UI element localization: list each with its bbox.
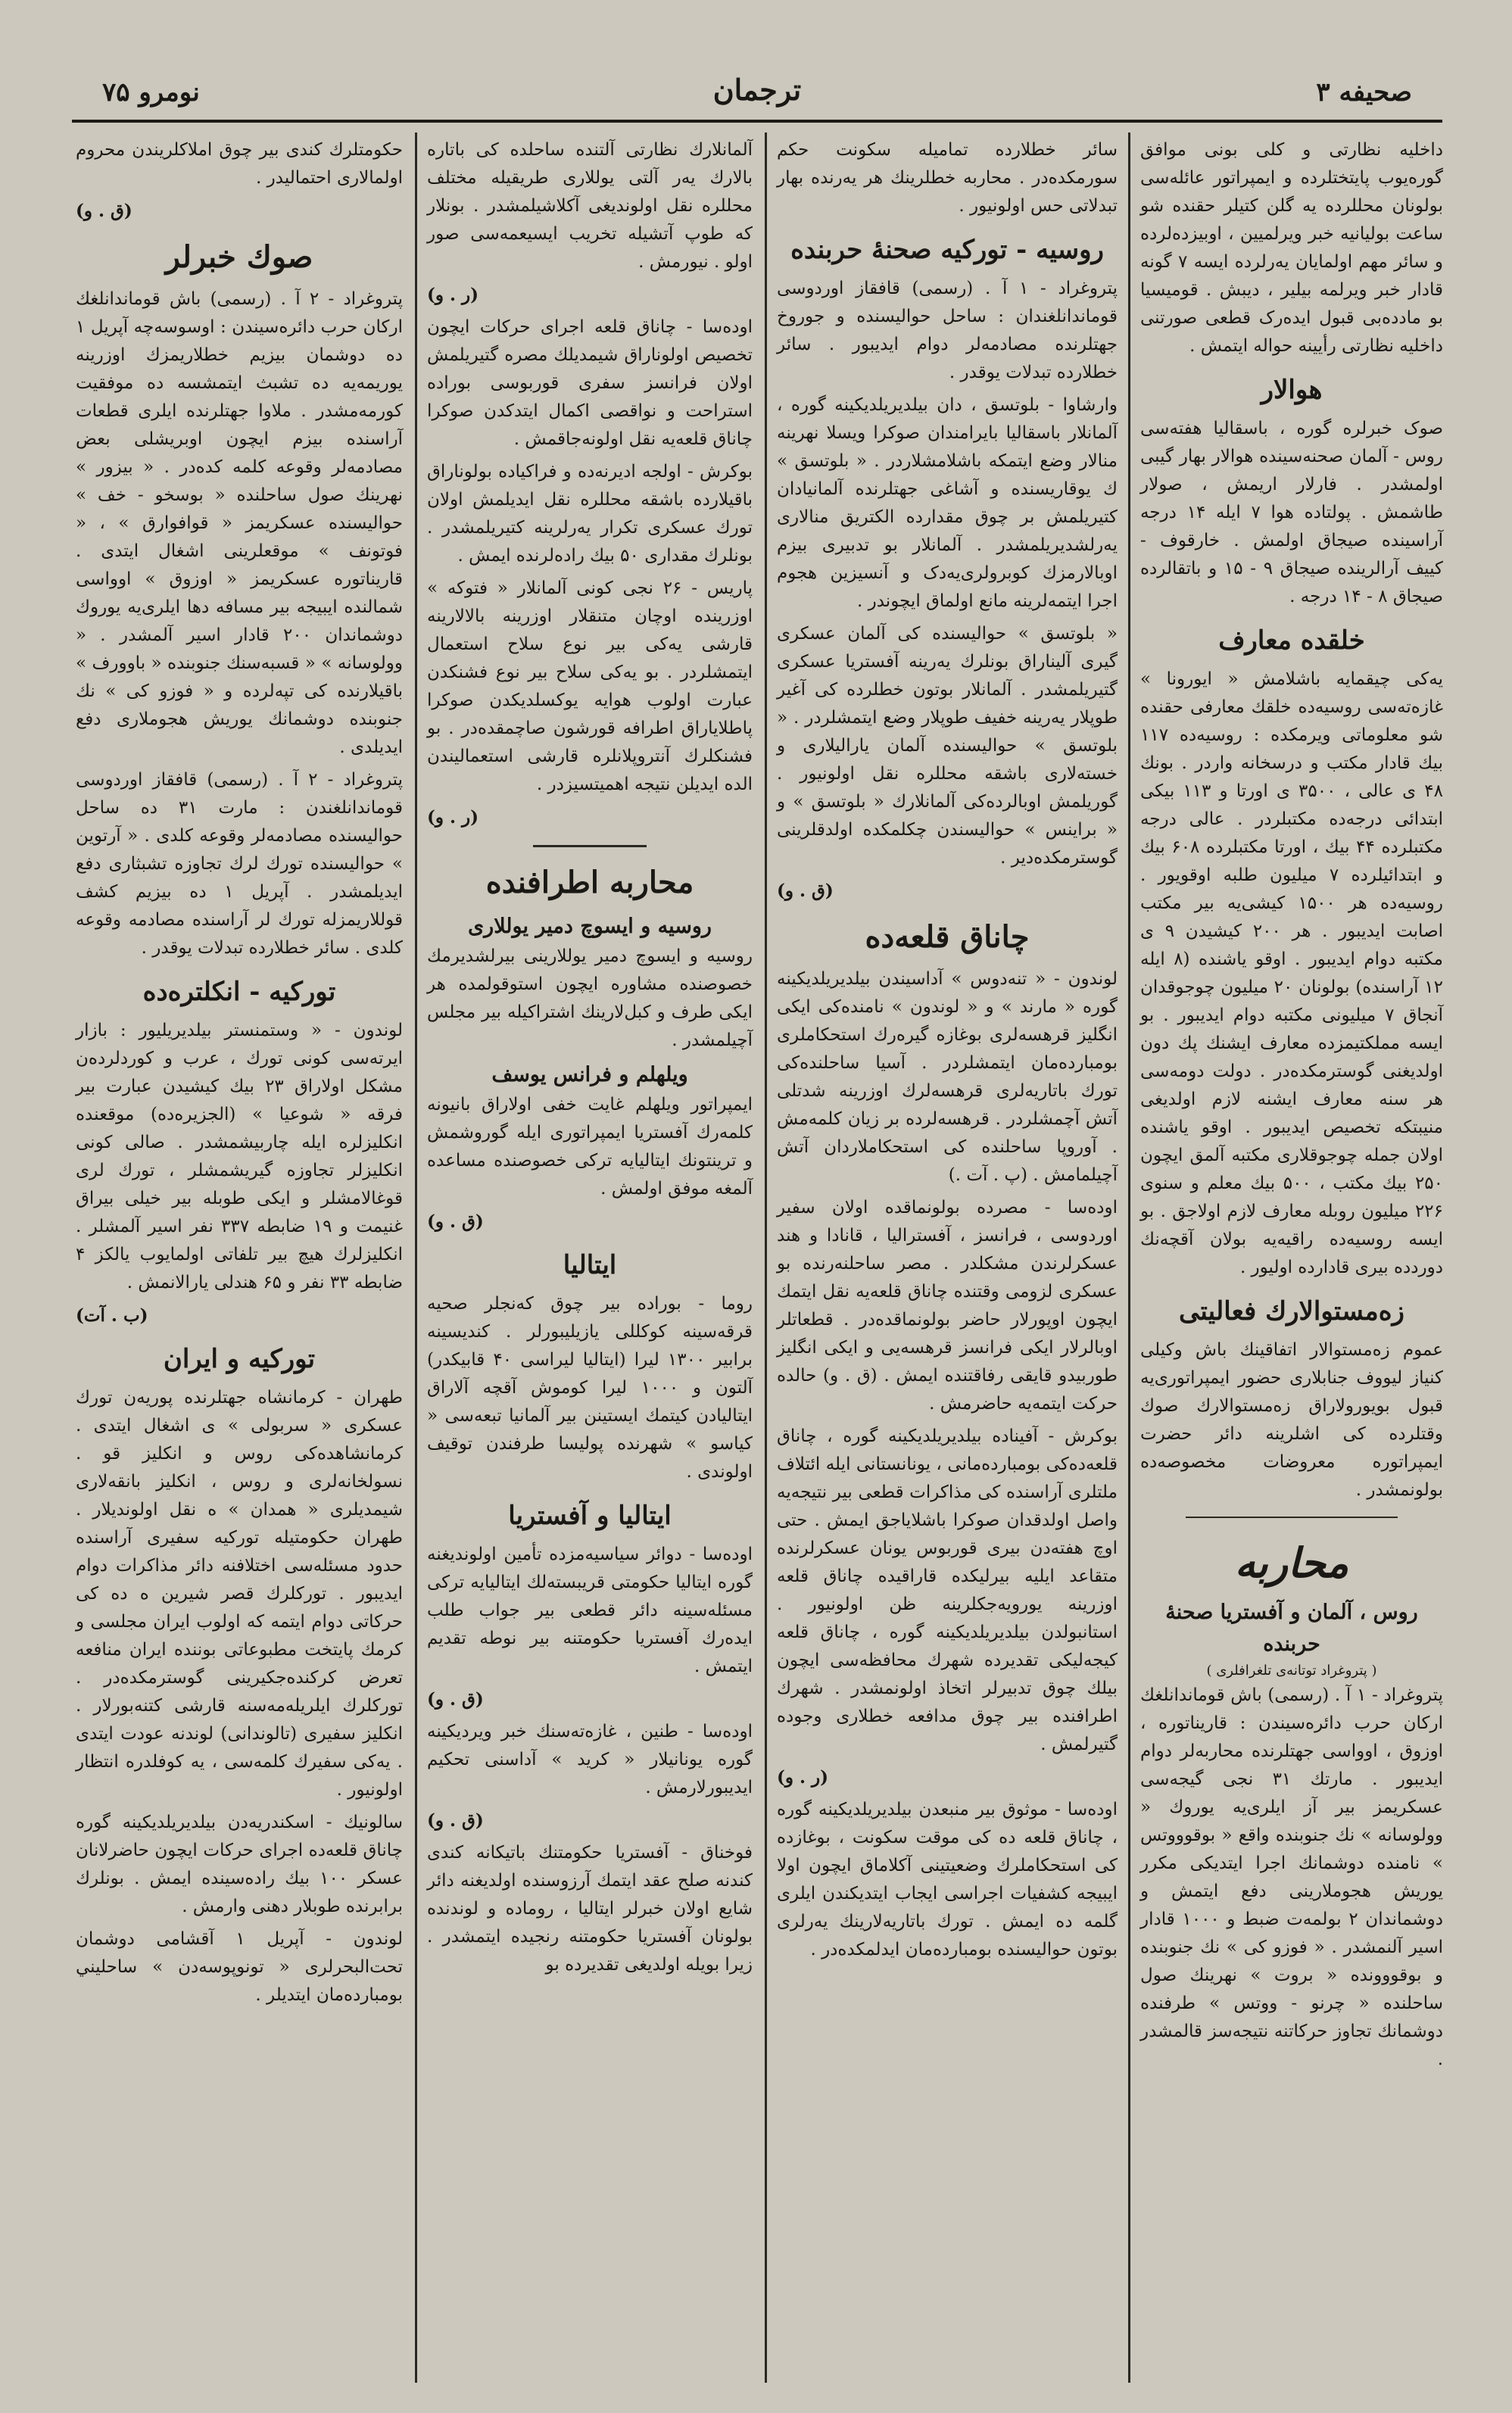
subheading-rail: روسیه و ایسوچ دمیر یوللاری (468, 915, 712, 938)
article-odessa-2: اوده‌سا - موثوق بیر منبعدن بیلدیریلدیکینه گوره ، چاناق قلعه ده کی موقت سکونت ، بوغازده کی استحکاملرك وضعیتینی آکلاماق ایچون اولا ایبیجه کشفیات اجراسی ایجاب ایتدیکندن ایلری گلمه ده ایمش . تورك باتاریه‌لارینك یه‌رلری بوتون حوالیسنده بومبارده‌مان ایدلمکده‌در . (777, 1800, 1118, 1959)
article-odessa-2: اوده‌سا - دوائر سیاسیه‌مزده تأمین اولوندیغنه گوره ایتالیا حکومتی قریبسته‌لك ایتالیایه ترکی مسئله‌سینه دائر قطعی بیر جواب طلب ایده‌رك آفستریا حکومتنه بیر نوطه تقدیم ایتمش . (427, 1545, 753, 1676)
article-war: پتروغراد - ۱ آ . (رسمی) باش قوماندانلغك ارکان حرب دائره‌سیندن : قاریناتوره ، اوزوق ، اوواسی جهتلرنده محاربه‌لر دوام ایدیبور . مارتك ۳۱ نجی گیجه‌سی عسکریمز بیر آز ایلری‌یه یوروك « وولوسانه » نك جنوبنده واقع « بوقوووتس » نامنده دوشمانك اجرا ایتدیکی مکرر یوریش هجوملارینی دفع ایتمش و دوشماندان ۲ بولمه‌ت ضبط و ۱۰۰۰ قادار اسیر آلنمشدر . « فوزو کی » نك جنوبنده و بوقووونده « بروت » نهرینك صول ساحلنده « چرنو - ووتس » طرفنده دوشمانك تجاوز حرکاتنه نتیجه‌سز قالمشدر . (1140, 1685, 1443, 2069)
heading-periphery: محاربه اطرافنده (485, 865, 694, 900)
article-odessa: اوده‌سا - مصرده بولونماقده اولان سفیر اوردوسی ، فرانسز ، آفستراليا ، قانادا و هند عسکرلرندن مشکلدر . مصر ساحلنه‌رنده بو عسکری لزومی وقتنده چاناق قلعه‌یه نقل ایتمك ایچون اوپورلار حاضر بولونماقده‌در . قطعاتلر اوبالرلار ایکی فرانسز قرهسه‌یی و ایکی انگلیز طوربیدو قایقی رفاقتنده ایمش . (ق . و) حالده حرکت ایتمه‌یه حاضرمش . (777, 1198, 1118, 1414)
article-rome: روما - بوراده بیر چوق که‌نجلر صحیه قرقه‌سینه کوکللی یازیلیبورلر . کندیسینه برابیر ۱۳۰۰ لیرا (ایتالیا لیراسی ۴۰ قابیکدر) آلتون و ۱۰۰۰ لیرا کوموش آقچه آلاراق ایتالیادن کیتمك ایستینن بیر آلمانیا تبعه‌سی « کیاسو » شهرنده پولیسا طرفندن توقیف اولوندی . (427, 1294, 753, 1482)
heading-latest-news: صوك خبرلر (165, 239, 313, 275)
article-bukresh: بوکرش - اولجه ادیرنه‌ده و فراکیاده بولوناراق باقیلارده باشقه محللره نقل ایدیلمش اولان تورك عسکری تکرار یه‌رلرینه کتیریلمشدر . بونلرك مقداری ۵۰ بیك راده‌لرنده ایمش . (427, 462, 753, 566)
article-fukhnaq: فوخناق - آفستریا حکومتنك باتیکانه کندی کندنه صلح عقد ایتمك آرزوسنده اولدیغنه دائر شایع اولان خبرلر ایتالیا ، روماده و لوندنده بولونان آفستریا حکومتنه رنجیده ایتمشدر . زیرا بویله اولدیغی تقدیرده بو (427, 1843, 753, 1975)
article-rail: روسیه و ایسوچ دمیر یوللارینی بیرلشدیرمك خصوصنده مشاوره ایچون استوقولمده هر ایکی طرف و کبل‌لارینك اشتراکیله بیر مجلس آچیلمشدر . (427, 946, 753, 1050)
heading-war: محاربه (1234, 1539, 1349, 1587)
column-rule (415, 132, 417, 2383)
article-education: یه‌کی چیقمایه باشلامش « ایورونا » غازه‌ته‌سی روسیه‌ده خلقك معارفی حقنده شو معلوماتی ویرمکده : روسیه‌ده ۱۱۷ بیك قادار مکتب و درسخانه واردر . بونك ۴۸ ی عالی ، ۳۵۰۰ ی اورتا و ۱۱۳ بیکی ابتدائی درجه‌ده مکتبلردر . عالی درجه مکتبلرده ۴۴ بیك ، اورتا مکتبلرده ۶۰۸ بیك و ابتدائیلرده ۷ میلیون طلبه اوقویور . روسیه‌ده هر ۱۵۰۰ کیشی‌یه بیر مکتب اصابت ایدیبور . هر ۲۰۰ کیشیدن ۹ ی مکتبه دوام ایدیبور . اوقو یاشنده (۸ ایله ۱۲ آراسنده) بولونان ۲۰ میلیون چوجوقدان آنجاق ۷ میلیونی مکتبه دوام ایدیبور . بو ایسه مملکتیمزده معارف ایشنك پك دون اولدیغنی گوسترمکده‌در . دولت دومه‌سی هر سنه معارف ایشنه لازم اولدیغی منیبتکه تخصیص ایدیبور . اوقو یاشنده اولان جمله چوجوقلاری مکتبه آلمق ایچون ۲۵۰ بیك مکتب ، ۵۰۰ بیك معلم و سنوی ۲۲۶ میلیون روبله معارف لازم اولاجق . بو ایسه روسیه‌ده راقیه‌یه بولان آقچه‌نك دوردده بیری قادارده اولیور . (1140, 669, 1443, 1277)
article-turkey-england: لوندون - « وستمنستر بیلدیریلیور : بازار ایرته‌سی کونی تورك ، عرب و کوردلرده‌ن مشکل اولاراق ۲۳ بیك کیشیدن عبارت بیر فرقه « شوعیا » (الجزیره‌ده) موقعنده انکلیزلره ایله چاربیشمشدر . صالی کونی انکلیزلر تجاوزه گیریشمشلر ، تورك لری قوغالامشلر و ایکی طوبله بیر خیلی بیراق غنیمت و ۱۹ ضابطه ۳۳۷ نفر اسیر آلمشلر . انکلیزلرك هیچ بیر تلفاتی اولمایوب یالکز ۴ ضابطه ۳۳ نفر و ۶۵ هندلی یارالانمش . (76, 1021, 403, 1292)
article-intro: داخلیه نظارتی و کلی بونی موافق گوره‌یوب پایتختلرده و ایمپراتور عائله‌سی بولونان محللرده یه گلن کتیلر حقنده شو ساعت بولیانیه خبر ویرلمیین ، اوبیزده‌لرده و سائر مهم اولمایان یه‌رلرده ایسه ۷ گونه قادار خبر ویرلمه بیلیر ، دیبش . قومیسیا بو مادده‌بی قبول ایده‌رک قطعی صورتنی داخلیه نظارتی رأیینه حواله ایتمش . (1140, 140, 1444, 356)
heading-italy-austria: ایتالیا و آفستریا (508, 1501, 672, 1531)
article-top: سائر خطلارده تمامیله سکونت حکم سورمکده‌در . محاربه خطلرینك هر یه‌رنده بهار تبدلاتی حس اولونیور . (777, 140, 1118, 216)
column-3 (419, 136, 760, 2383)
article-top: آلمانلارك نظارتی آلتنده ساحلده کی باتاره بالارك یه‌ر آلتی یوللاری طریقیله مختلف محللره نقل اولوندیغی آکلاشیلمشدر . بونلار که طوپ آتشیله تخریب ایسیعمه‌سی صور اولو . نیورمش . (427, 140, 753, 272)
divider (1186, 1517, 1398, 1518)
article-odessa: اوده‌سا - چاناق قلعه اجرای حرکات ایچون تخصیص اولوناراق شیمدیلك مصره گتیریلمش اولان فرانسز سفری قوربوسی بوراده استراحت و نواقصی اکمال ایتدکدن صوکرا چاناق قلعه‌یه نقل اولونه‌جاقمش . (427, 317, 753, 449)
column-1 (1133, 136, 1451, 2383)
heading-weather: هوالار (1261, 375, 1323, 405)
signature: (ب . آت) (76, 1305, 148, 1326)
column-2 (769, 136, 1125, 2383)
article-paris: پاریس - ۲۶ نجی کونی آلمانلار « فتوکه » اوزرینده اوچان متنقلار اوزرینه بالالارینه قارشی یه‌کی بیر نوع سلاح استعمال ایتمشلردر . بو یه‌کی سلاح بیر نوع فشنکدن عبارت اولوب هوایه یوکسلدیکدن صوکرا پاطلایاراق اطرافه قورشون صاچمقده‌در . بو فشنکلرك آنتروپلانلره قارشی استعمالیندن الده ایدیلن نتیجه اهمیتسیزدر . (427, 578, 753, 794)
paper-title: ترجمان (712, 73, 802, 107)
column-rule (1128, 132, 1130, 2383)
article-front: پتروغراد - ۱ آ . (رسمی) قافقاز اوردوسی قوماندانلغندان : ساحل حوالیسنده و جوروخ جهتلرنده مصادمه‌لر دوام ایدیبور . سائر خطلارده تبدلات یوقدر . (777, 279, 1118, 382)
article-wilhelm: ایمپراتور ویلهلم غایت خفی اولاراق بانیونه کلمه‌رك آفستریا ایمپراتوری ایله گوروشمش و ترینتونك ایتالیایه ترکی خصوصنده مساعده آلمغه موفق اولمش . (427, 1095, 753, 1199)
article-plotsk: « بلوتسق » حوالیسنده کی آلمان عسکری گیری آلیناراق بونلرك یه‌رینه آفستریا عسکری گتیریلمشدر . آلمانلار بوتون خطلرده کی آغیر طوپلار یه‌رینه خفیف طوپلار وضع ایتمشلردر . « بلوتسق » حوالیسنده آلمان یارالیلاری و خسته‌لاری باشقه محللره نقل اولونیور . گوریلمش اوبالرده‌کی آلمانلارك « بلوتسق » و « براینس » حوالیسندن چکلمکده اولدقلرینی گوسترمکده‌دیر . (777, 624, 1118, 868)
article-warsaw: وارشاوا - بلوتسق ، دان بیلدیریلدیکینه گوره ، آلمانلار باسقالیا بایرامندان صوکرا ویسلا نهرینه منالار وضع ایتمکه باشلامشلاردر . « بلوتسق » ك یوقاریسنده و آشاغی جهتلرنده آلمانیادان کتیریلمش بر چوق مقدارده الکتریق منالاری یه‌رلشدیریلمشدر . آلمانلار بو تدبیری بیزم اوبالارمزك کوبرولری‌یه‌دک و آنسیزین هجوم اجرا ایتمه‌لرینه مانع اولماق ایچوندر . (777, 395, 1118, 611)
signature: (ق . و) (76, 201, 132, 221)
masthead (72, 67, 1442, 123)
column-rule (765, 132, 767, 2383)
page-number: صحیفه ۳ (1316, 77, 1412, 108)
article-london: لوندون - « تنه‌دوس » آداسیندن بیلدیریلدیکینه گوره « مارند » و « لوندون » نامنده‌کی ایکی انگلیز قرهسه‌لری بوغازه گیره‌رك استحکاملری بومبارده‌مان ایتمشلردر . آسیا ساحلنده‌کی تورك باتاریه‌لری قرهسه‌لرك اوزرینه شدتلی آتش آچمشلردر . قرهسه‌لرده بر زیان کلمه‌مش . آوروپا ساحلنده کی استحکاملاردان آتش آچیلمامش . (پ . آت .) (777, 969, 1118, 1185)
source-line: ( پتروغراد توتانه‌ی تلغرافلری ) (1206, 1663, 1377, 1679)
signature: (ر . و) (777, 1767, 829, 1788)
signature: (ر . و) (427, 285, 479, 305)
heading-canakkale: چاناق قلعه‌ده (865, 919, 1030, 955)
divider (533, 845, 647, 847)
heading-education: خلقده معارف (1218, 625, 1365, 656)
article-zemstvo: عموم زه‌مستوالار اتفاقینك باش وکیلی کنیاز لیووف جنابلاری حضور ایمپراتوری‌یه قبول بویورولاراق زه‌مستوالارك صوك وقتلرده کی اشلرینه دائر حضرت ایمپراتوره معروضات مخصوصه‌ده بولونمشدر . (1140, 1340, 1443, 1500)
signature: (ر . و) (427, 807, 479, 828)
subheading-wilhelm: ویلهلم و فرانس یوسف (491, 1063, 688, 1086)
heading-zemstvo: زه‌مستوالارك فعالیتی (1179, 1296, 1404, 1327)
signature: (ق . و) (427, 1689, 484, 1710)
article-tehran: طهران - کرمانشاه جهتلرنده پوریه‌ن تورك عسکری « سربولی » ی اشغال ایتدی . کرمانشاهده‌کی روس و انکلیز قو . نسولخانه‌لری و روس ، انکلیز بانقه‌لاری شیمدیلری « همدان » ه نقل اولوندیلار . طهران حکومتیله تورکیه سفیری آراسنده حدود مسئله‌سی اختلافنه دائر مذاکرات دوام ایدیبور . تورکلرك قصر شیرین ه ده کی حرکاتی دوام ایتمه که اولوب ایران مجلسی و کرمك پایتخت مطبوعاتی بوننده ایران منافعه تعرض کرکنده‌جکیرینی گوسترمکده‌در . تورکلرك ایلریله‌مه‌سنه قارشی کتنه‌بورلار . انکلیز سفیری (تالوندانی) لوندنه عودت ایتدی . یه‌کی سفیرك کلمه‌سی ، یه کوفلدره انتظار اولونیور . (76, 1388, 403, 1800)
heading-italy: ایتالیا (563, 1250, 617, 1280)
signature: (ق . و) (427, 1810, 484, 1831)
heading-turkey-england: تورکیه - انکلتره‌ده (142, 977, 336, 1007)
article-petrograd-2: پتروغراد - ۲ آ . (رسمی) قافقاز اوردوسی قوماندانلغندن : مارت ۳۱ ده ساحل حوالیسنده مصادمه‌لر وقوعه کلدی . « آرتوین » حوالیسنده تورك لرك تجاوزه تشبثاری دفع ایدیلمشدر . آپریل ۱ ده بیزیم کشف قوللاریمزله تورك لر آراسنده مصادمه وقوعه کلدی . سائر خطلارده تبدلات یوقدر . (76, 770, 403, 958)
signature: (ق . و) (777, 881, 834, 901)
issue-number: نومرو ۷۵ (102, 77, 200, 108)
heading-front: روسیه - تورکیه صحنهٔ حربنده (790, 235, 1104, 265)
article-salonik: سالونیك - اسکندریه‌دن بیلدیریلدیکینه گوره چاناق قلعه‌ده اجرای حرکات ایچون حاضرلانان عسکر ۱۰۰ بیك راده‌سینده ایمش . بونلرك برابرنده طوبلار دهنی وارمش . (76, 1813, 403, 1916)
article-weather: صوک خبرلره گوره ، باسقالیا هفته‌سی روس - آلمان صحنه‌سینده هوالار بهار گیبی اولمشدر . فارلار اریمش ، صولار طاشمش . پولتاده هوا ۷ ایله ۱۴ درجه آراسینده صیجاق اولمش . خارقوف - کییف آرالرینده صیجاق ۹ - ۱۵ و باتقالرده صیجاق ۸ - ۱۴ درجه . (1140, 419, 1443, 606)
article-london-2: لوندون - آپریل ۱ آقشامی دوشمان تحت‌البحرلری « تونوپوسه‌دن » ساحلیني بومبارده‌مان ایتدیلر . (76, 1929, 404, 2005)
signature: (ق . و) (427, 1211, 484, 1232)
column-4 (68, 136, 410, 2383)
article-top: حکومتلرك کندی بیر چوق املاکلریندن محروم اولمالاری احتمالیدر . (76, 140, 403, 188)
heading-turkey-iran: تورکیه و ایران (163, 1344, 316, 1374)
subheading-front: روس ، آلمان و آفستریا صحنهٔ حربنده (1165, 1601, 1418, 1656)
article-bukresh: بوکرش - آفیناده بیلدیریلدیکینه گوره ، چاناق قلعه‌ده‌کی بومبارده‌مانی ، یونانستانی ایله ائتلاف ملتلری آراسنده کی مذاکرات قطعی بیر نتیجه‌یه واصل اولدقدان صوکرا باشلایاجق ایمش . حتی اوچ هفته‌دن بیری قوربوس یونان عسکرلرنده متقاعد ایلیه بیرلیکده قاراقیده چاناق قلعه اوزرینه یورویه‌جکلرینه ظن اولونیور . استانبولدن بیلدیریلدیکینه گوره ، چاناق قلعه کیجه‌لیکی تقدیرده شهرك محافظه‌سی ایچون بیلك چوق تدبیرلر اتخاذ اولونمشدر . شهرك اطرافنده بیر چوق مدافعه خطلاری وجوده گتیرلمش . (777, 1426, 1118, 1754)
article-petrograd-1: پتروغراد - ۲ آ . (رسمی) باش قوماندانلغك ارکان حرب دائره‌سیندن : اوسوسه‌چه آپریل ۱ ده دوشمان بیزیم خطلاریمزك اوزرینه یوریمه‌یه ده تشبث ایتمشسه ده موفقیت کورمه‌مشدر . ملاوا جهتلرنده ایلری قطعات آراسنده بیزم ایچون اوبریشلی بعض مصادمه‌لر وقوعه کلمه کده‌در . « بیزور » نهرینك صول ساحلنده « بوسخو - خف » حوالیسنده عسکریمز « قوافوارق » ، « فوتونف » موقعلرینی اشغال ایتدی . قاریناتوره عسکریمز « اوزوق » اوواسی شمالنده ایبیجه بیر مسافه دها ایلری‌یه یوروك دوشماندان ۲۰۰ قادار اسیر آلمشدر . « وولوسانه » « قسبه‌سنك جنوبنده « باوورف » باقیلارنده کی تپه‌لرده و « فوزو کی » نك جنوبنده دوشمانك یوریش هجوملاری دفع ایدیلدی . (76, 289, 403, 757)
article-odessa-3: اوده‌سا - طنین ، غازه‌ته‌سنك خبر ویردیکینه گوره یونانیلار « کرید » آداسنی تحکیم ایدیبورلارمش . (427, 1722, 753, 1797)
